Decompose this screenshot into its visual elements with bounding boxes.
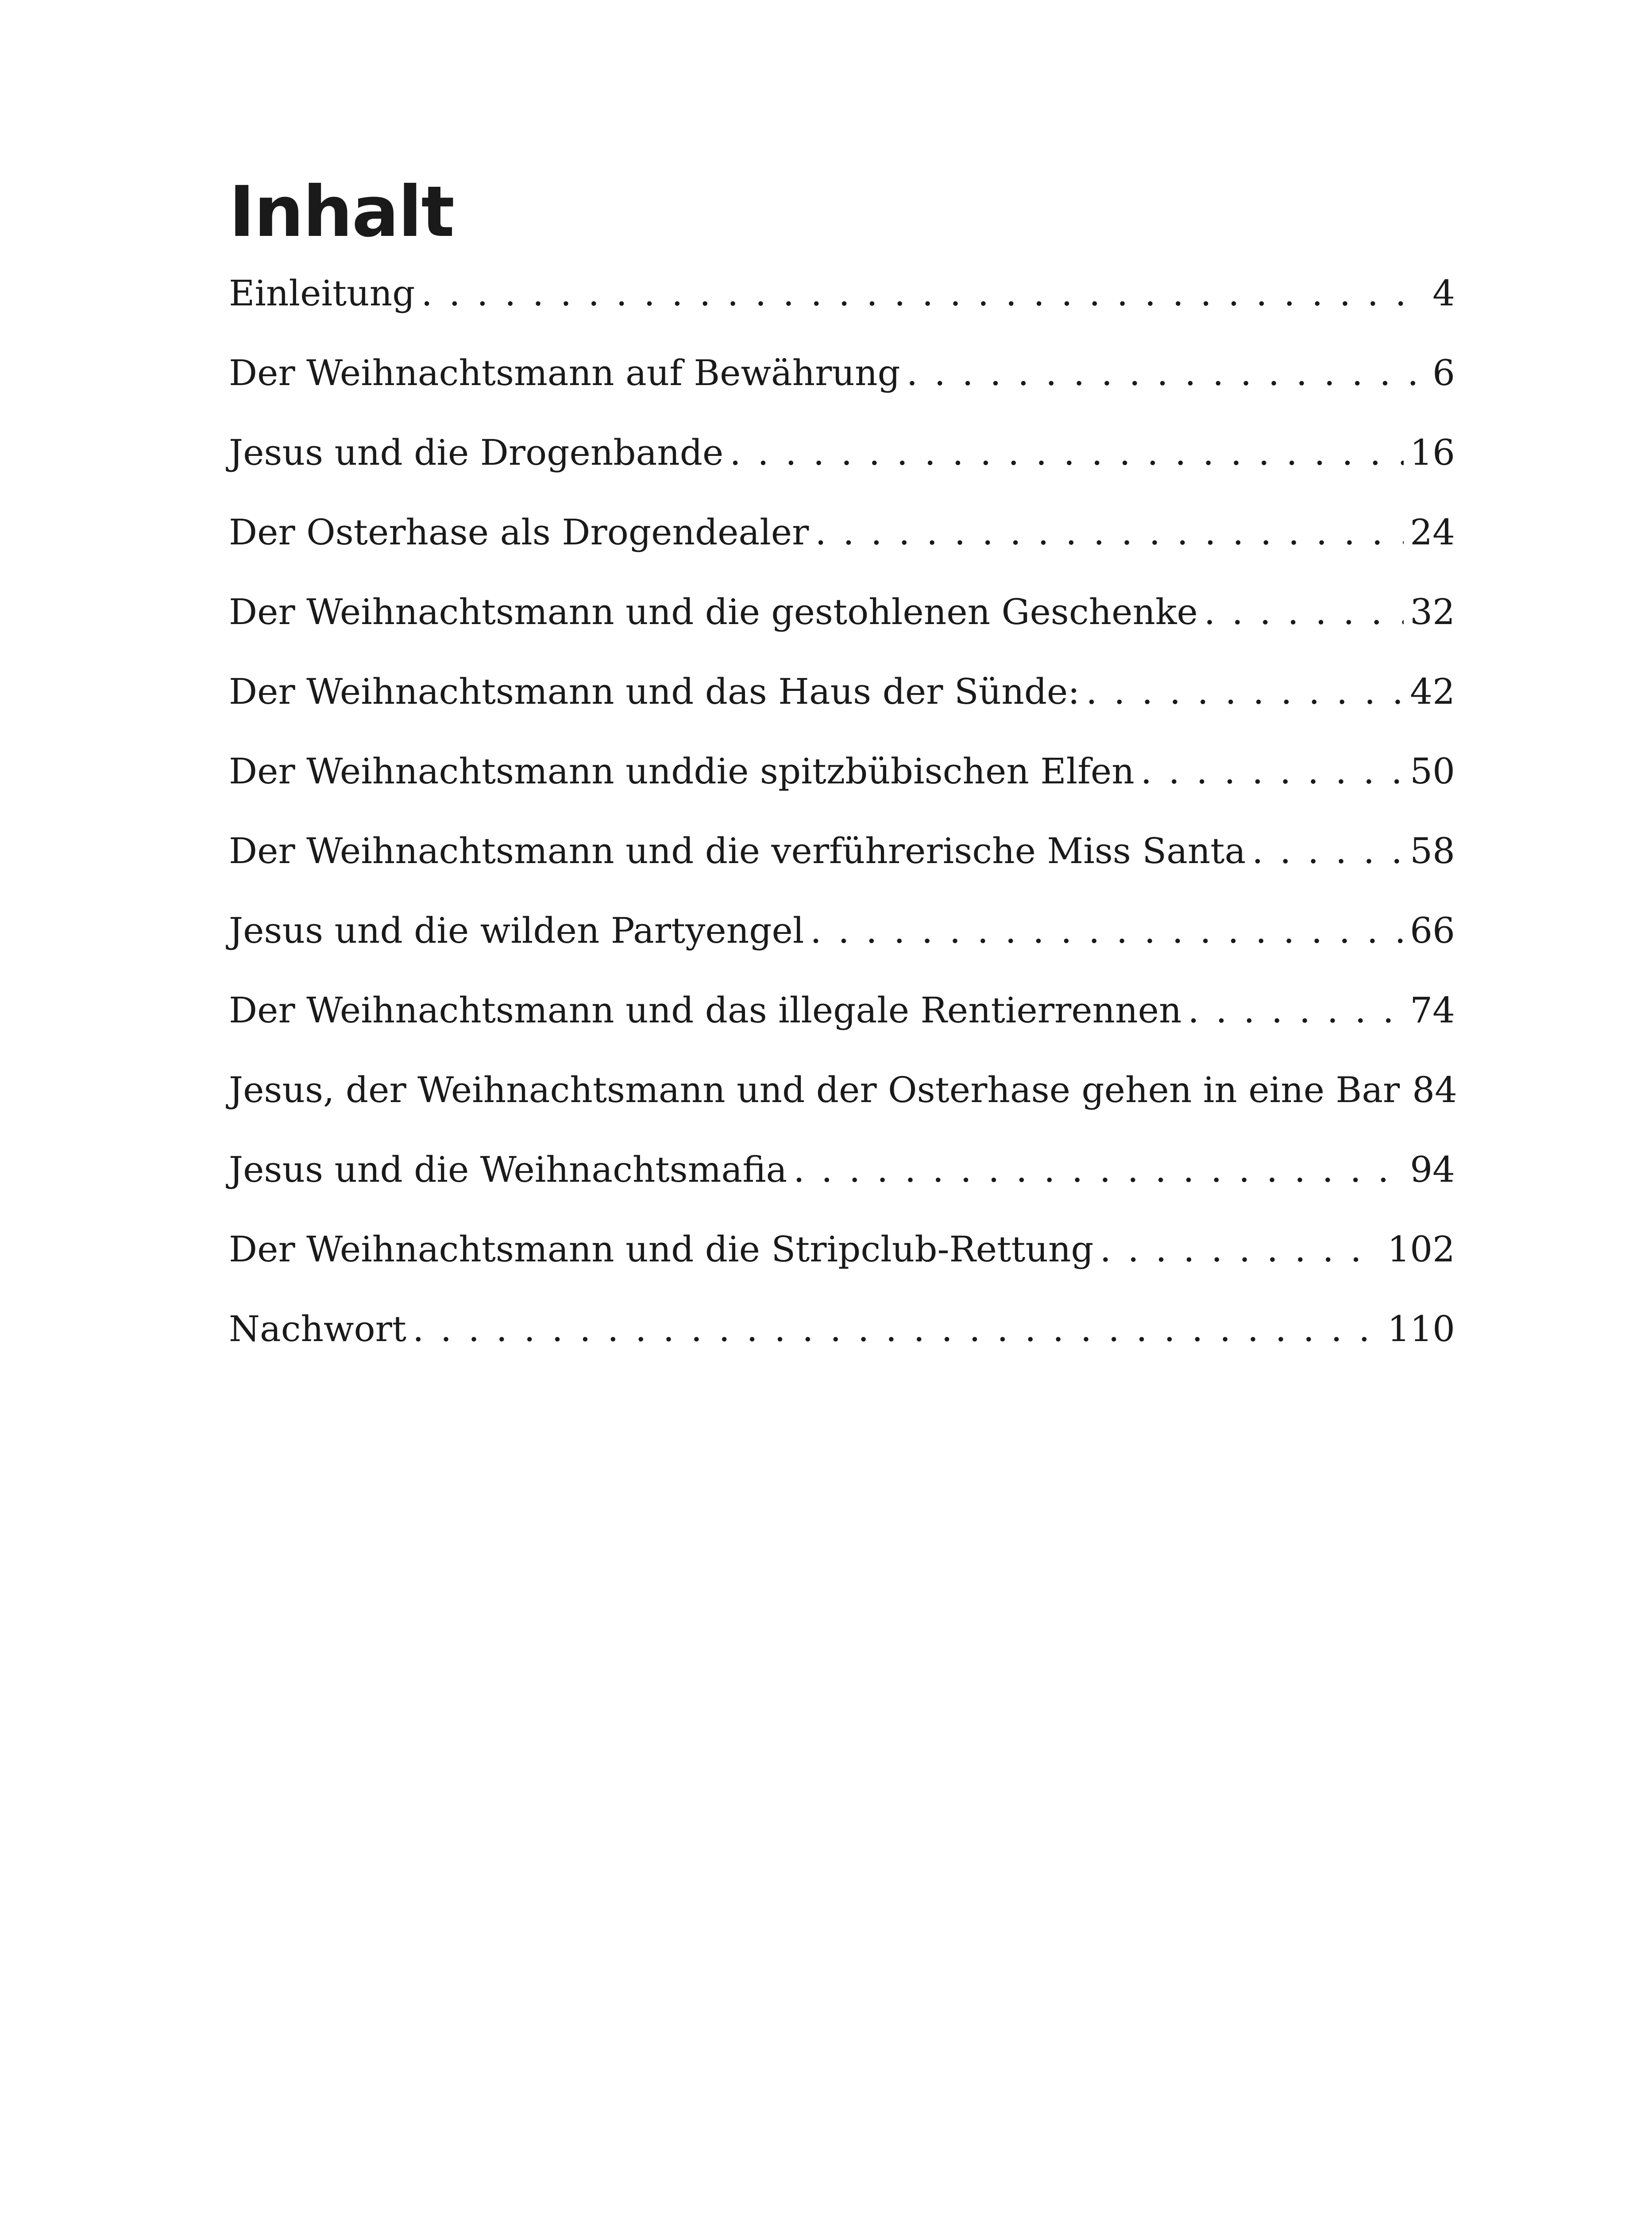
toc-page-number: 58 [1410,830,1455,871]
dot-leader [793,1152,1404,1187]
toc-entry [229,671,1455,754]
toc-page-number: 110 [1387,1308,1455,1349]
toc-entry [229,990,1455,1072]
toc-page-number: 66 [1410,910,1455,951]
toc-entry [229,432,1455,515]
toc-entry-title: Jesus, der Weihnachtsmann und der Osterhase gehen in eine Bar [229,1069,1400,1110]
toc-page-number: 50 [1410,751,1455,792]
toc-page-number: 102 [1387,1229,1455,1270]
toc-entry-title: Einleitung [229,273,415,314]
toc-entry [229,1149,1455,1232]
toc-page-number: 24 [1410,512,1455,553]
toc-entry-title: Der Weihnachtsmann und das Haus der Sünde: [229,671,1080,712]
dot-leader [1141,754,1404,789]
dot-leader [907,355,1426,391]
toc-entry [229,512,1455,594]
toc-entry [229,352,1455,435]
toc-entry-title: Nachwort [229,1308,407,1349]
toc-page-number: 16 [1410,432,1455,473]
dot-leader [1204,594,1404,630]
toc-entry-title: Der Weihnachtsmann und die gestohlenen Geschenke [229,591,1198,632]
toc-page-number: 94 [1410,1149,1455,1190]
toc-entry-title: Jesus und die Weihnachtsmafia [229,1149,787,1190]
toc-page-number: 84 [1412,1069,1458,1110]
dot-leader [1086,674,1404,709]
toc-entry-title: Der Weihnachtsmann unddie spitzbübischen Elfen [229,751,1135,792]
toc-entry [229,591,1455,674]
toc-page-number: 74 [1410,990,1455,1031]
toc-entry-title: Der Weihnachtsmann und das illegale Rentierrennen [229,990,1182,1031]
toc-entry [229,1308,1455,1391]
dot-leader [810,913,1404,948]
toc-entry-title: Jesus und die Drogenbande [229,432,724,473]
toc-entry-title: Der Osterhase als Drogendealer [229,512,809,553]
toc-entry [229,751,1455,833]
dot-leader [1100,1232,1382,1267]
page-title: Inhalt [229,171,454,253]
dot-leader [413,1311,1381,1347]
dot-leader [815,515,1404,550]
toc-entry [229,1229,1455,1311]
toc-entry-title: Der Weihnachtsmann und die verführerische Miss Santa [229,830,1246,871]
toc-page-number: 4 [1432,273,1455,314]
toc-page-number: 6 [1432,352,1455,393]
dot-leader [421,276,1426,311]
toc-entry-title: Der Weihnachtsmann auf Bewährung [229,352,900,393]
toc-entry-title: Der Weihnachtsmann und die Stripclub-Rettung [229,1229,1094,1270]
table-of-contents [229,273,1458,1391]
dot-leader [1188,993,1404,1028]
toc-entry [229,273,1455,355]
toc-page-number: 32 [1410,591,1455,632]
dot-leader [1252,833,1404,869]
toc-entry [229,1069,1458,1152]
toc-entry-title: Jesus und die wilden Partyengel [229,910,804,951]
toc-entry [229,910,1455,993]
toc-page-number: 42 [1410,671,1455,712]
toc-entry [229,830,1455,913]
dot-leader [730,435,1404,470]
